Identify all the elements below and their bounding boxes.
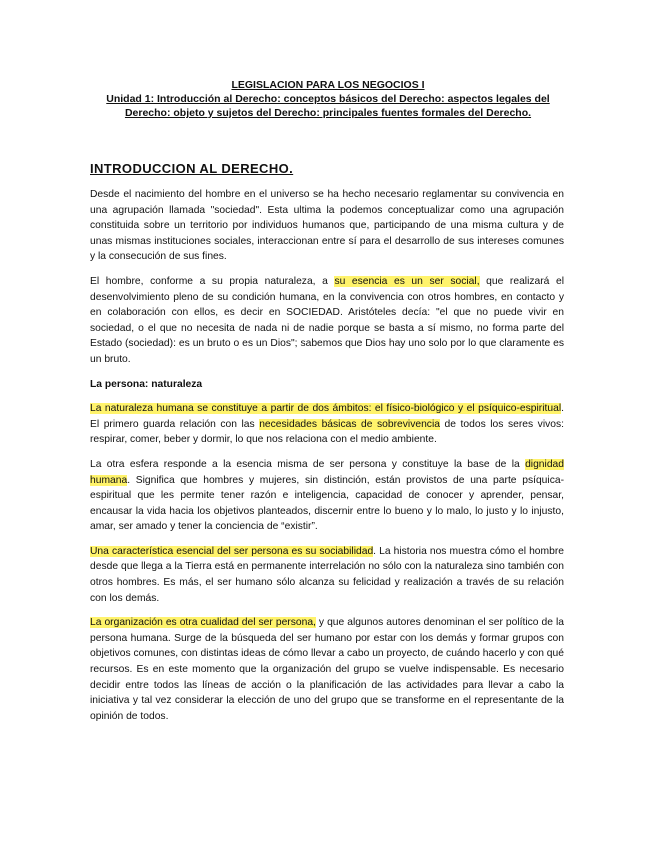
text-run: . El primero guarda relación con las (90, 403, 564, 430)
paragraph-human-nature (90, 401, 564, 448)
highlighted-text: su esencia es un ser social, (334, 275, 480, 287)
paragraph-organization (90, 615, 564, 724)
paragraph-social-being (90, 274, 564, 368)
text-run: El hombre, conforme a su propia naturaleza, a (90, 275, 335, 287)
highlighted-text: necesidades básicas de sobrevivencia (259, 418, 440, 430)
text-run: La otra esfera responde a la esencia misma de ser persona y constituye la base de la (90, 458, 526, 470)
text-run: . Significa que hombres y mujeres, sin distinción, están provistos de una parte psíquica-espiritual que les permite tener razón e inteligencia, capacidad de conocer y aprender, pensar, encausar la vida hacia los objetivos planteados, discernir entre lo bueno y lo malo, lo justo y lo injusto, amar, ser amado y tener la conciencia de “existir”. (90, 474, 564, 533)
subheading: La persona: naturaleza (90, 378, 203, 390)
paragraph-dignity (90, 457, 564, 535)
document-body (90, 187, 564, 733)
document-header (88, 78, 568, 120)
paragraph-sociability (90, 544, 564, 606)
unit-title: Unidad 1: Introducción al Derecho: conceptos básicos del Derecho: aspectos legales del Derecho: objeto y sujetos del Derecho: principales fuentes formales del Derecho. (106, 93, 550, 119)
highlighted-text: La organización es otra cualidad del ser persona, (90, 617, 316, 629)
highlighted-text: La naturaleza humana se constituye a partir de dos ámbitos: el físico-biológico y el psíquico-espiritual (90, 403, 562, 415)
text-run: de todos los seres vivos: respirar, comer, beber y dormir, lo que nos relaciona con el medio ambiente. (90, 418, 565, 446)
highlighted-text: Una característica esencial del ser persona es su sociabilidad (90, 545, 374, 557)
text-run: que realizará el desenvolvimiento pleno de su condición humana, en la convivencia con otros hombres, en contacto y en colaboración con ellos, es decir en SOCIEDAD. Aristóteles decía: "el que no puede vivir en sociedad, o el que no necesita de nada ni de nadie porque se basta a sí mismo, no forma parte del Estado (sociedad): es un bruto o es un Dios"; sabemos que Dios hay uno solo por lo que claramente es un bruto. (90, 275, 565, 365)
text-run: . La historia nos muestra cómo el hombre desde que llega a la Tierra está en permanente interrelación no sólo con la naturaleza sino también con otros hombres. Es más, el ser humano sólo alcanza su felicidad y realización a través de su relación con los demás. (90, 545, 564, 604)
course-title: LEGISLACION PARA LOS NEGOCIOS I (231, 79, 425, 91)
highlighted-text: dignidad humana (90, 458, 564, 486)
section-title: INTRODUCCION AL DERECHO. (90, 161, 294, 176)
paragraph-society: Desde el nacimiento del hombre en el universo se ha hecho necesario reglamentar su convivencia en una agrupación llamada "sociedad". Esta ultima la podemos conceptualizar como una agrupación constituida sobre un territorio por individuos humanos que, participando de una misma cultura y de unas mismas instituciones sociales, interaccionan entre sí para el desarrollo de sus intereses comunes y la consecución de sus fines. (90, 189, 564, 263)
text-run: y que algunos autores denominan el ser político de la persona humana. Surge de la búsqueda del ser humano por estar con los demás y formar grupos con objetivos comunes, con distintas ideas de cómo llevar a cabo un proyecto, de cuándo hacerlo y con qué recursos. Es en este momento que la organización del grupo se vuelve indispensable. Es necesario decidir entre todos las líneas de acción o la planificación de las actividades para llevar a cabo la iniciativa y tal vez considerar la elección de uno del grupo que se transforme en el representante de la opinión de todos. (90, 617, 564, 722)
